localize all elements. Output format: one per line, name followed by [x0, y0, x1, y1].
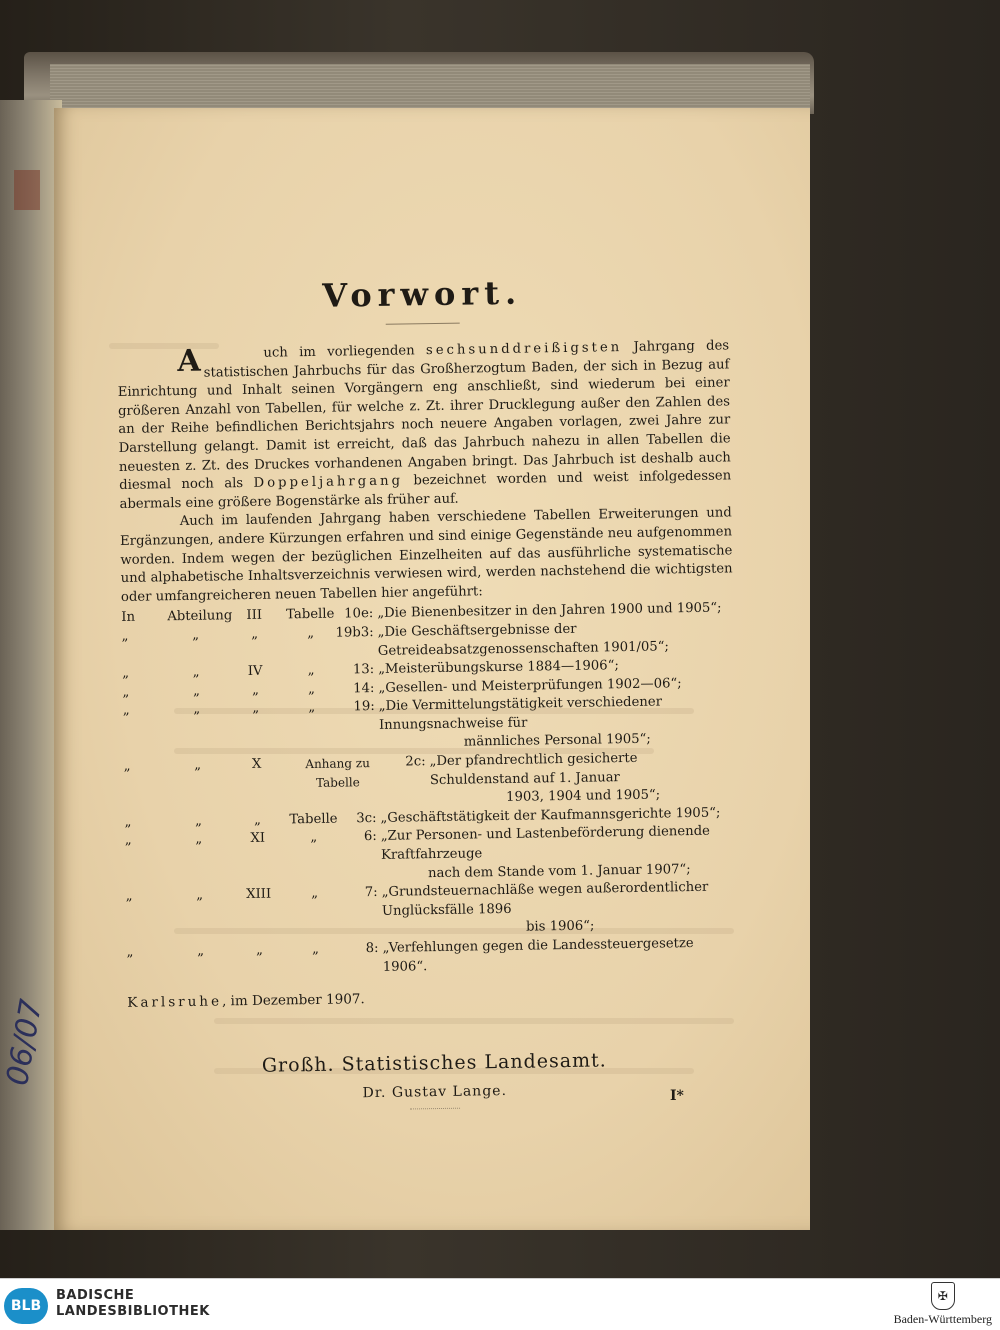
list-section: „ [192, 664, 200, 680]
list-prefix: „ [123, 758, 131, 775]
emphasis-text: Doppeljahrgang [253, 473, 404, 492]
place-and-date [127, 985, 739, 1011]
viewer-footer [0, 1278, 1000, 1330]
list-description [379, 693, 736, 754]
list-table-label: „ [307, 625, 315, 641]
list-table-number: 6: [363, 829, 377, 845]
list-section: Abteilung [167, 608, 233, 625]
library-name-line-1: BADISCHE [56, 1288, 135, 1303]
list-description-cont: nach dem Stande vom 1. Januar 1907“; [427, 861, 691, 881]
list-division: „ [256, 942, 264, 958]
list-table-label: „ [312, 941, 320, 958]
list-division: „ [251, 626, 259, 642]
list-table-label: Anhang zu Tabelle [305, 756, 371, 790]
title-rule [386, 323, 460, 325]
list-table-label: Tabelle [289, 811, 338, 828]
list-prefix: „ [125, 889, 133, 905]
list-prefix: In [121, 610, 136, 626]
list-table-number: 8: [365, 940, 379, 957]
list-table-label: „ [308, 700, 316, 716]
list-description-cont: männliches Personal 1905“; [463, 732, 651, 751]
list-description-text: „Die Vermittelungstätigkeit verschiedener Innungsnachweise für [378, 694, 663, 733]
table-list [121, 600, 739, 981]
list-description-cont: bis 1906“; [525, 918, 595, 936]
preface-text [116, 270, 741, 1114]
list-description-text: „Gesellen- und Meisterprüfungen 1902—06“; [378, 675, 682, 696]
list-section: „ [194, 813, 203, 829]
list-table-number: 10e: [344, 606, 374, 622]
list-section: „ [193, 702, 201, 718]
list-table-label: „ [307, 663, 315, 679]
list-description-text: „Meisterübungskurse 1884—1906“; [378, 658, 619, 678]
coat-of-arms-icon: ✠ [931, 1282, 955, 1310]
paragraph-1-text: Jahrgang des statistischen Jahrbuchs für das Großherzogtum Baden, der sich in Bezug auf Einrichtung und Inhalt seinen Vorgängern eng anschließt, sind wiederum bei einer größeren Anzahl von Tabellen, für welche z. Zt. ihrer Drucklegung außer den Zahlen des an der Reihe befindlichen Berichtsjahrs noch neuere Angaben vorlagen, zwei Jahre zur Darstellung gelangt. Damit ist erreicht, daß das Jahrbuch nahezu in allen Tabellen die neuesten z. Zt. des Druckes vorhandenen Angaben bringt. Das Jahrbuch ist deshalb auch diesmal noch als [117, 338, 731, 494]
list-division: „ [251, 682, 259, 698]
list-division: IV [247, 663, 263, 680]
list-table-number: 14: [353, 680, 375, 697]
paragraph-1 [117, 337, 732, 514]
list-division: X [251, 756, 262, 772]
emphasis-text: sechsunddreißigsten [425, 340, 623, 359]
list-prefix: „ [124, 814, 132, 830]
list-description [381, 823, 738, 884]
list-prefix: „ [124, 833, 132, 849]
list-item [123, 693, 736, 758]
list-section: „ [195, 832, 203, 848]
list-description-cont: 1903, 1904 und 1905“; [506, 787, 661, 806]
list-prefix: „ [122, 703, 130, 719]
list-description-text: „Verfehlungen gegen die Landessteuergesetze 1906“. [382, 936, 694, 975]
signature-person: Dr. Gustav Lange. [362, 1083, 508, 1102]
list-division: XIII [246, 886, 272, 903]
list-description [377, 618, 734, 661]
list-item [124, 748, 737, 813]
state-logo[interactable] [894, 1282, 992, 1327]
list-section: „ [192, 683, 201, 699]
list-division: „ [252, 701, 260, 717]
list-item [125, 823, 738, 888]
handwritten-note: 06/07 [0, 996, 50, 1089]
list-section: „ [194, 757, 202, 773]
library-name[interactable] [56, 1288, 210, 1320]
list-table-label: „ [307, 681, 315, 697]
list-description-text: „Zur Personen- und Lastenbeförderung dienende Kraftfahrzeuge [380, 824, 711, 863]
list-table-label: Tabelle [286, 606, 335, 623]
list-prefix: „ [126, 944, 134, 960]
list-description-text: „Die Geschäftsergebnisse der Getreideabsatzgenossenschaften 1901/05“; [377, 621, 670, 659]
place-text: Karlsruhe [127, 993, 223, 1012]
list-table-number: 19b3: [335, 624, 374, 641]
blb-logo[interactable]: BLB [4, 1288, 48, 1324]
page-title: Vorwort. [322, 273, 523, 315]
library-name-line-2: LANDESBIBLIOTHEK [56, 1304, 210, 1319]
list-table-number: 2c: [405, 754, 426, 770]
list-description-text: „Die Bienenbesitzer in den Jahren 1900 und 1905“; [377, 600, 722, 622]
page-edges [50, 64, 810, 110]
list-table-number: 13: [352, 662, 375, 678]
list-item [126, 879, 739, 944]
list-division: XI [250, 831, 266, 847]
paragraph-2: Auch im laufenden Jahrgang haben verschiedene Tabellen Erweiterungen und Ergänzungen, andere Kürzungen erfahren und sind einige Gegenstände neu aufgenommen worden. Indem wegen der bezüglichen Einzelheiten auf das ausführliche systematische und alphabetische Inhaltsverzeichnis verwiesen wird, werden nachstehend die wichtigsten oder umfangreicheren neuen Tabellen hier angeführt: [119, 505, 733, 605]
list-description-cont [383, 971, 739, 977]
spine-label [14, 170, 40, 210]
date-text: , im Dezember 1907. [221, 991, 365, 1010]
list-description [382, 879, 739, 940]
list-prefix: „ [122, 665, 130, 682]
list-description-text: „Der pfandrechtlich gesicherte Schuldenstand auf 1. Januar [429, 750, 638, 788]
list-section: „ [196, 887, 204, 904]
list-description-text: „Grundsteuernachläße wegen außerordentlicher Unglücksfälle 1896 [381, 879, 709, 919]
drop-cap: A [177, 343, 201, 380]
list-prefix: „ [121, 628, 129, 644]
state-label: Baden-Württemberg [893, 1312, 992, 1326]
list-prefix: „ [122, 684, 130, 700]
page-number: I* [670, 1088, 684, 1104]
list-table-number: 3c: [356, 810, 377, 827]
list-section: „ [197, 943, 205, 959]
list-description [429, 748, 736, 809]
list-table-number: 7: [364, 885, 378, 901]
list-description-text: „Geschäftstätigkeit der Kaufmannsgerichte 1905“; [380, 805, 721, 826]
paragraph-1-text: uch im vorliegenden [263, 343, 427, 361]
signature-organization: Großh. Statistisches Landesamt. [261, 1049, 607, 1077]
list-table-label: „ [311, 886, 319, 902]
list-section: „ [192, 627, 200, 643]
list-description [382, 934, 739, 977]
list-table-label: „ [310, 830, 318, 846]
list-division: „ [253, 812, 262, 828]
list-table-number: 19: [353, 699, 375, 715]
paragraph-1-text: bezeichnet worden und weist infolgedessen abermals eine größere Bogenstärke als früher auf. [119, 468, 732, 512]
list-division: III [246, 608, 263, 624]
